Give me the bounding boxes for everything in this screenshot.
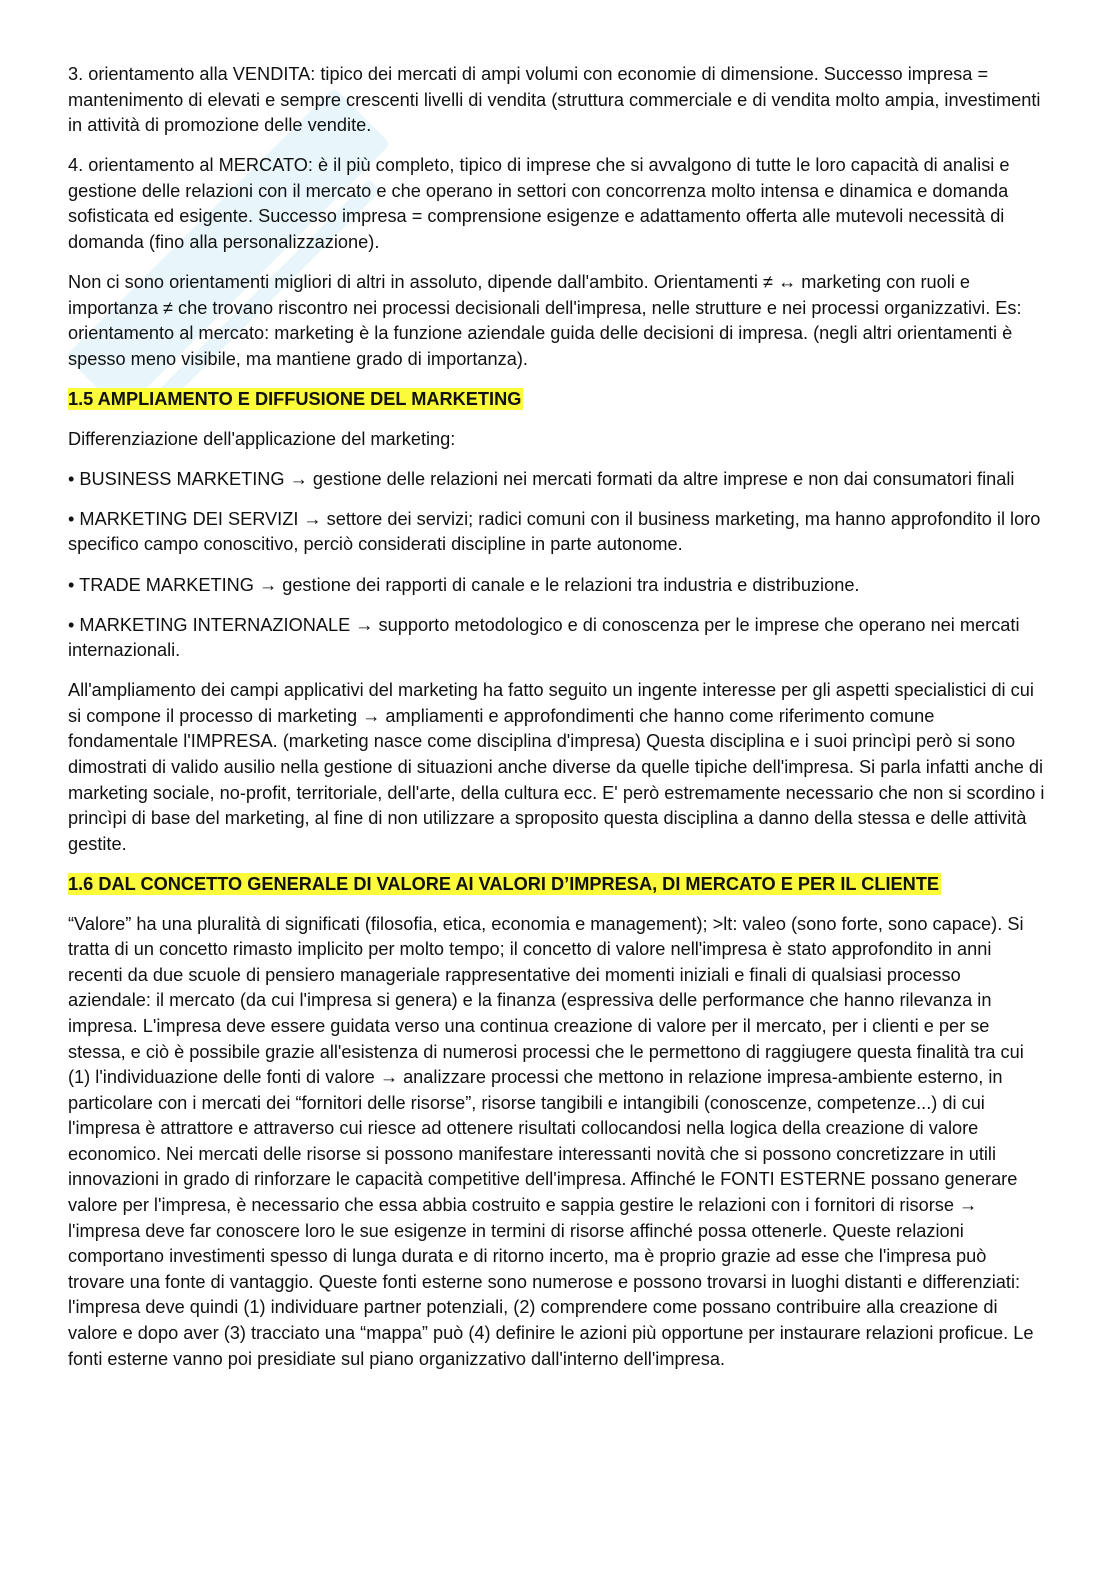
- section-1-5-intro: Differenziazione dell'applicazione del marketing:: [68, 428, 456, 449]
- bullet-marketing-internazionale: • MARKETING INTERNAZIONALE → supporto metodologico e di conoscenza per le imprese che operano nei mercati internazionali.: [68, 614, 1020, 661]
- bullet-marketing-servizi: • MARKETING DEI SERVIZI → settore dei servizi; radici comuni con il business marketing, ma hanno approfondito il loro specifico campo conoscitivo, perciò considerati discipline in parte autonome.: [68, 508, 1041, 555]
- bullet-trade-marketing: • TRADE MARKETING → gestione dei rapporti di canale e le relazioni tra industria e distribuzione.: [68, 574, 860, 595]
- paragraph-orientamenti-note: Non ci sono orientamenti migliori di altri in assoluto, dipende dall'ambito. Orientamenti ≠ ↔ marketing con ruoli e importanza ≠ che trovano riscontro nei processi decisionali dell'impresa, nelle strutture e nei processi organizzativi. Es: orientamento al mercato: marketing è la funzione aziendale guida delle decisioni di impresa. (negli altri orientamenti è spesso meno visibile, ma mantiene grado di importanza).: [68, 272, 1022, 369]
- section-heading-1-5: 1.5 AMPLIAMENTO E DIFFUSIONE DEL MARKETING: [68, 389, 522, 410]
- paragraph-orientamento-mercato: 4. orientamento al MERCATO: è il più completo, tipico di imprese che si avvalgono di tutte le loro capacità di analisi e gestione delle relazioni con il mercato e che operano in settori con concorrenza molto intensa e dinamica e domanda sofisticata ed esigente. Successo impresa = comprensione esigenze e adattamento offerta alle mutevoli necessità di domanda (fino alla personalizzazione).: [68, 155, 1010, 253]
- document-page: [68, 62, 1048, 1387]
- section-1-5-closing: All'ampliamento dei campi applicativi del marketing ha fatto seguito un ingente interesse per gli aspetti specialistici di cui si compone il processo di marketing → ampliamenti e approfondimenti che hanno come riferimento comune fondamentale l'IMPRESA. (marketing nasce come disciplina d'impresa) Questa disciplina e i suoi princìpi però si sono dimostrati di valido ausilio nella gestione di situazioni anche diverse da quelle tipiche dell'impresa. Si parla infatti anche di marketing sociale, no-profit, territoriale, dell'arte, della cultura ecc. E' però estremamente necessario che non si scordino i princìpi di base del marketing, al fine di non utilizzare a sproposito questa disciplina a danno della stessa e delle attività gestite.: [68, 680, 1045, 854]
- paragraph-orientamento-vendita: 3. orientamento alla VENDITA: tipico dei mercati di ampi volumi con economie di dimensione. Successo impresa = mantenimento di elevati e sempre crescenti livelli di vendita (struttura commerciale e di vendita molto ampia, investimenti in attività di promozione delle vendite.: [68, 64, 1041, 136]
- bullet-business-marketing: • BUSINESS MARKETING → gestione delle relazioni nei mercati formati da altre imprese e non dai consumatori finali: [68, 468, 1015, 489]
- section-1-6-body: “Valore” ha una pluralità di significati (filosofia, etica, economia e management); >lt: valeo (sono forte, sono capace). Si tratta di un concetto rimasto implicito per molto tempo; il concetto di valore nell'impresa è stato approfondito in anni recenti da due scuole di pensiero manageriale rappresentative dei momenti iniziali e finali di qualsiasi processo aziendale: il mercato (da cui l'impresa si genera) e la finanza (espressiva delle performance che hanno rilevanza in impresa. L'impresa deve essere guidata verso una continua creazione di valore per il mercato, per i clienti e per se stessa, e ciò è possibile grazie all'esistenza di numerosi processi che le permettono di raggiugere questa finalità tra cui (1) l'individuazione delle fonti di valore → analizzare processi che mettono in relazione impresa-ambiente esterno, in particolare con i mercati dei “fornitori delle risorse”, risorse tangibili e intangibili (conoscenze, competenze...) di cui l'impresa è attrattore e attraverso cui riesce ad ottenere risultati collocandosi nella logica della creazione di valore economico. Nei mercati delle risorse si possono manifestare interessanti novità che si possono concretizzare in utili innovazioni in grado di rinforzare le capacità competitive dell'impresa. Affinché le FONTI ESTERNE possano generare valore per l'impresa, è necessario che essa abbia costruito e sappia gestire le relazioni con i fornitori di risorse → l'impresa deve far conoscere loro le sue esigenze in termini di risorse affinché possa ottenerle. Queste relazioni comportano investimenti spesso di lunga durata e di ritorno incerto, ma è proprio grazie ad esse che l'impresa può trovare una fonte di vantaggio. Queste fonti esterne sono numerose e possono trovarsi in luoghi distanti e differenziati: l'impresa deve quindi (1) individuare partner potenziali, (2) comprendere come possano contribuire alla creazione di valore e dopo aver (3) tracciato una “mappa” può (4) definire le azioni più opportune per instaurare relazioni proficue. Le fonti esterne vanno poi presidiate sul piano organizzativo dall'interno dell'impresa.: [68, 913, 1034, 1369]
- section-heading-1-6: 1.6 DAL CONCETTO GENERALE DI VALORE AI VALORI D’IMPRESA, DI MERCATO E PER IL CLIENTE: [68, 873, 940, 894]
